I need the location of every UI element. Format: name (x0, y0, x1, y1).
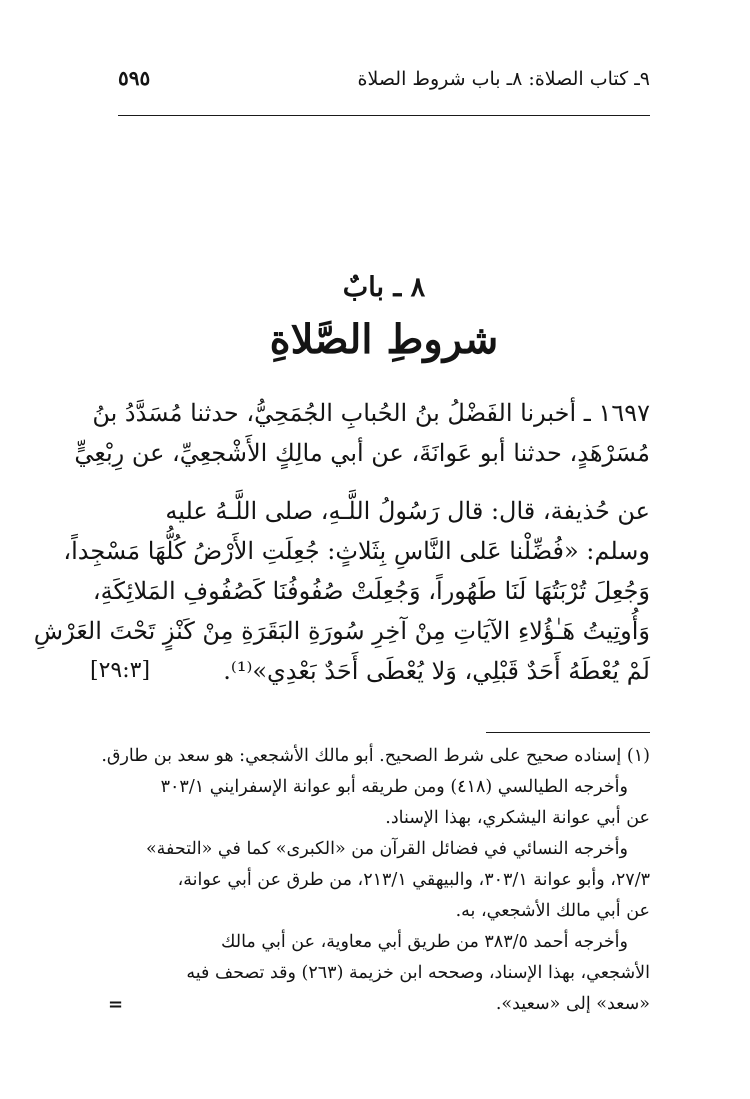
paragraph-spacer (90, 473, 650, 491)
chapter-number: ٨ ـ بابٌ (342, 272, 426, 303)
hadith-text (33, 393, 650, 691)
footnote-line: وأخرجه الطيالسي (٤١٨) ومن طريقه أبو عوانة الإسفرايني ٣٠٣/١ (160, 777, 628, 797)
footnote-line: «سعد» إلى «سعيد». (495, 994, 650, 1014)
footnote-line: عن أبي عوانة اليشكري، بهذا الإسناد. (385, 808, 650, 828)
hadith-line: وَأُوتِيتُ هَـٰؤُلاءِ الآيَاتِ مِنْ آخِرِ سُورَةِ البَقَرَةِ مِنْ كَنْزٍ تَحْتَ العَرْشِ (33, 617, 650, 645)
running-header (118, 62, 650, 98)
hadith-line: وسلم: «فُضِّلْنا عَلى النَّاسِ بِثَلاثٍ: جُعِلَتِ الأَرْضُ كُلُّهَا مَسْجِداً، (63, 537, 650, 565)
footnote-line: عن أبي مالك الأشجعي، به. (455, 901, 650, 921)
running-header-title: ٩ـ كتاب الصلاة: ٨ـ باب شروط الصلاة (357, 68, 650, 90)
hadith-line: ١٦٩٧ ـ أخبرنا الفَضْلُ بنُ الحُبابِ الجُمَحِيُّ، حدثنا مُسَدَّدُ بنُ (92, 399, 650, 427)
hadith-final-line (90, 651, 650, 691)
header-divider (118, 115, 650, 116)
footnote-line: ٢٧/٣، وأبو عوانة ٣٠٣/١، والبيهقي ٢١٣/١، من طرق عن أبي عوانة، (177, 870, 650, 890)
hadith-line: وَجُعِلَ تُرْبَتُهَا لَنَا طَهُوراً، وَجُعِلَتْ صُفُوفُنَا كَصُفُوفِ المَلائِكَةِ، (92, 577, 650, 605)
hadith-line: عن حُذيفة، قال: قال رَسُولُ اللَّـهِ، صلى اللَّـهُ عليه (165, 497, 650, 525)
page-number: ٥٩٥ (118, 66, 151, 90)
hadith-line: مُسَرْهَدٍ، حدثنا أبو عَوانَةَ، عن أبي مالِكٍ الأَشْجعِيِّ، عن رِبْعِيٍّ (74, 439, 650, 467)
footnotes (90, 741, 650, 1020)
hadith-reference: [٢٩:٣] (90, 658, 151, 683)
hadith-final-text: لَمْ يُعْطَهُ أَحَدٌ قَبْلِي، وَلا يُعْطَى أَحَدٌ بَعْدِي»⁽¹⁾. (223, 657, 650, 685)
footnote-line: وأخرجه النسائي في فضائل القرآن من «الكبرى» كما في «التحفة» (145, 839, 628, 859)
footnote-divider (486, 732, 650, 733)
continuation-mark: = (108, 994, 124, 1015)
chapter-title: شروطِ الصَّلاةِ (269, 316, 499, 363)
footnote-line: وأخرجه أحمد ٣٨٣/٥ من طريق أبي معاوية، عن أبي مالك (221, 932, 628, 952)
footnote-line: الأشجعي، بهذا الإسناد، وصححه ابن خزيمة (٢٦٣) وقد تصحف فيه (186, 963, 650, 983)
footnote-line: (١) إسناده صحيح على شرط الصحيح. أبو مالك الأشجعي: هو سعد بن طارق. (101, 746, 650, 766)
